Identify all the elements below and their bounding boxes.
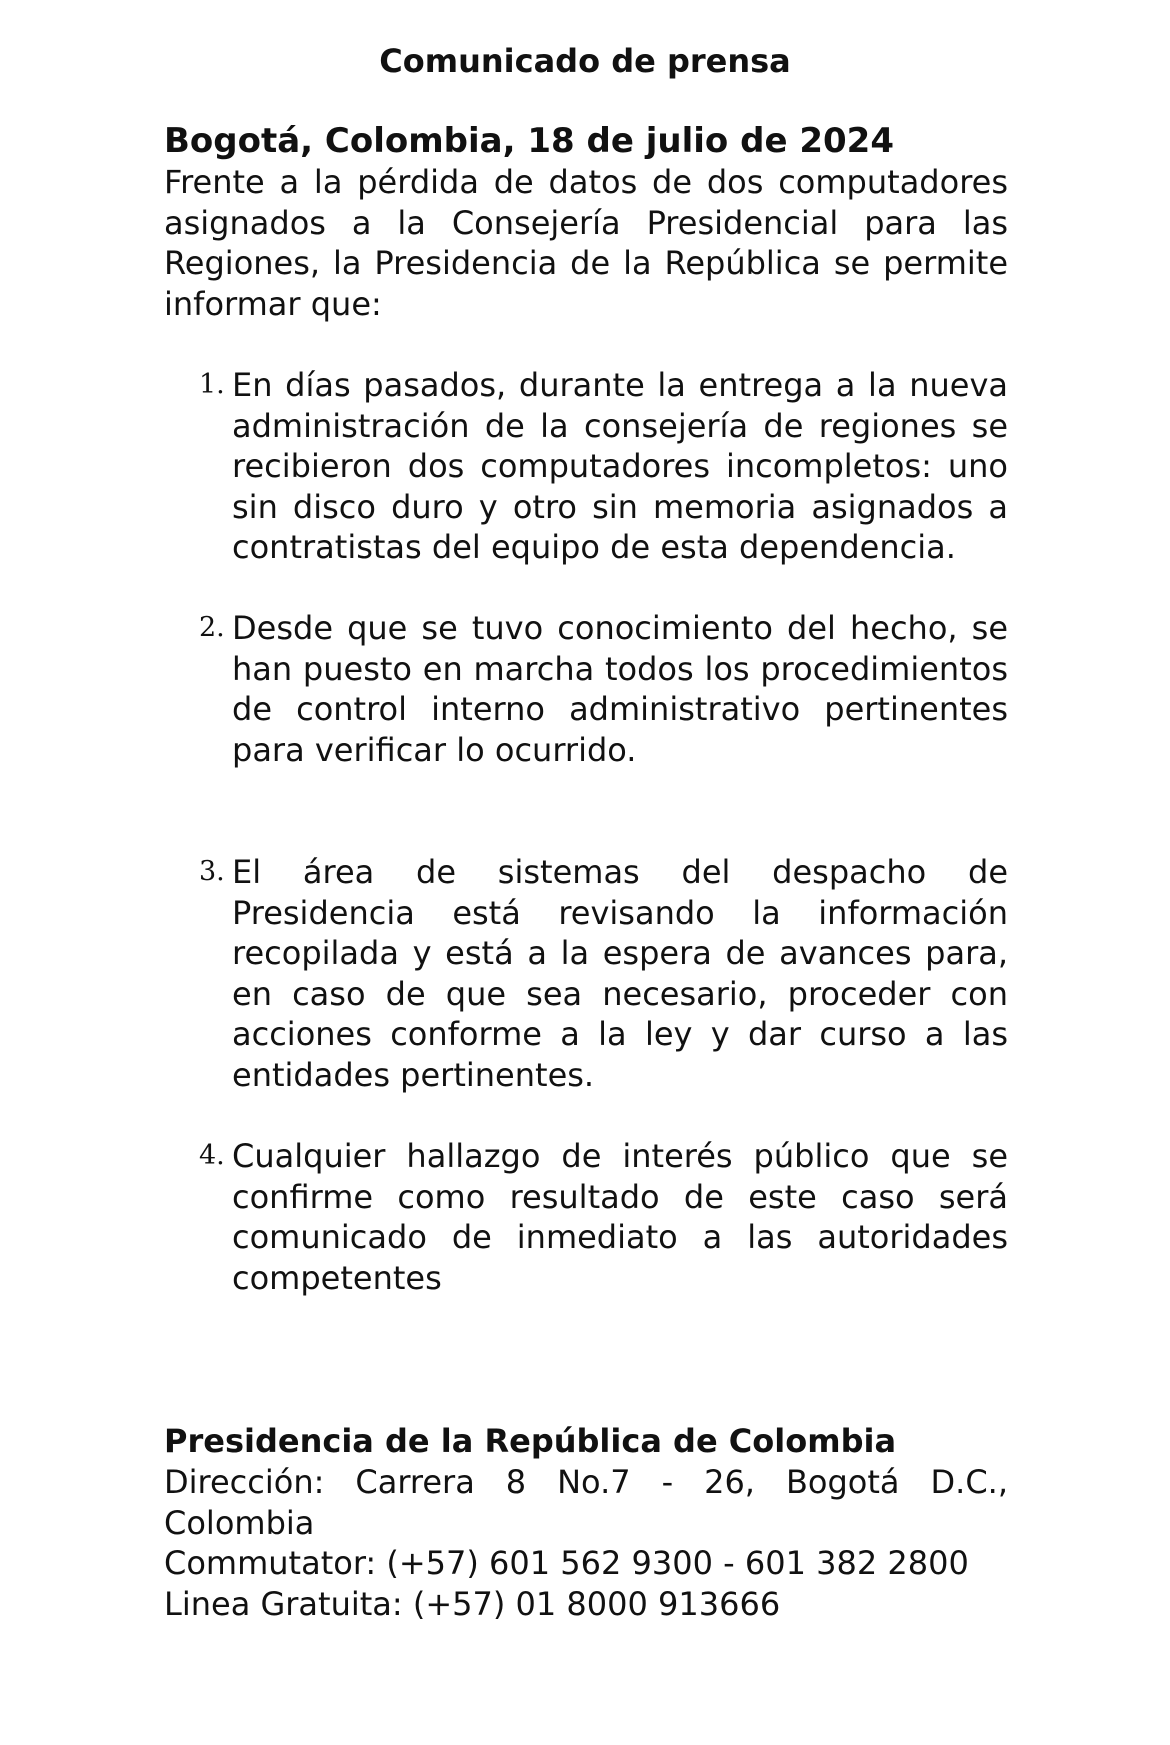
list-item-text: El área de sistemas del despacho de Presidencia está revisando la información recopilada y está a la espera de avances para, en caso de que sea necesario, proceder con acciones conforme a la ley y dar curso a las entidades pertinentes. <box>232 853 1008 1094</box>
footer-address: Dirección: Carrera 8 No.7 - 26, Bogotá D.C., Colombia <box>164 1463 1008 1542</box>
list-item-text: Desde que se tuvo conocimiento del hecho, se han puesto en marcha todos los procedimientos de control interno administrativo pertinentes para verificar lo ocurrido. <box>232 609 1008 769</box>
footer-toll-free: Linea Gratuita: (+57) 01 8000 913666 <box>164 1584 781 1623</box>
list-item-number: 4. <box>199 1140 225 1171</box>
list-item-number: 2. <box>199 612 225 643</box>
list-item-number: 1. <box>199 369 225 400</box>
list-item <box>164 1136 1008 1298</box>
list-item-number: 3. <box>199 856 225 887</box>
document-title: Comunicado de prensa <box>379 42 791 80</box>
list-item <box>164 608 1008 770</box>
list-item-text: Cualquier hallazgo de interés público que se confirme como resultado de este caso será comunicado de inmediato a las autoridades competentes <box>232 1137 1008 1297</box>
footer-switchboard: Commutator: (+57) 601 562 9300 - 601 382 2800 <box>164 1544 969 1582</box>
list-item <box>164 365 1008 568</box>
footer-organization: Presidencia de la República de Colombia <box>164 1422 897 1460</box>
list-item <box>164 852 1008 1095</box>
list-item-text: En días pasados, durante la entrega a la nueva administración de la consejería de regiones se recibieron dos computadores incompletos: uno sin disco duro y otro sin memoria asignados a contratistas del equipo de esta dependencia. <box>232 366 1008 566</box>
intro-paragraph: Frente a la pérdida de datos de dos computadores asignados a la Consejería Presidencial para las Regiones, la Presidencia de la República se permite informar que: <box>164 163 1008 323</box>
footer-contact <box>164 1462 1008 1624</box>
dateline: Bogotá, Colombia, 18 de julio de 2024 <box>164 121 894 161</box>
